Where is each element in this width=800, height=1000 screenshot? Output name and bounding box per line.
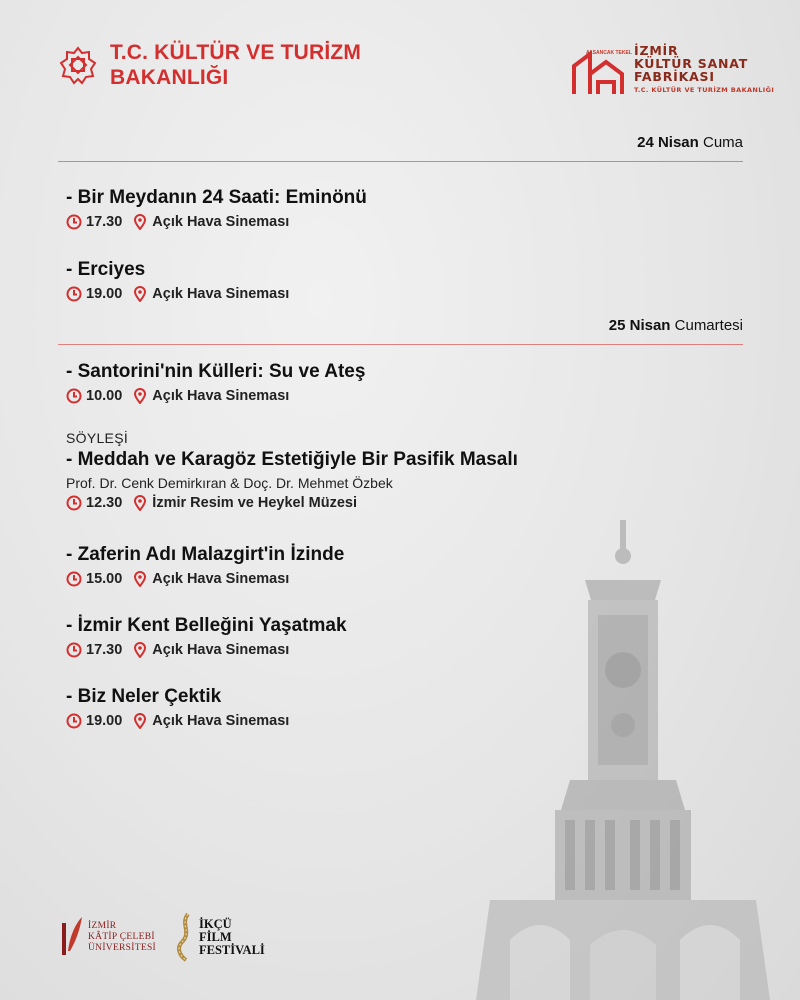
event-item	[66, 258, 289, 302]
event-place: Açık Hava Sineması	[152, 388, 290, 404]
event-time: 17.30	[86, 214, 123, 230]
day-heading: 24 Nisan Cuma	[637, 134, 743, 151]
event-title: - Bir Meydanın 24 Saati: Eminönü	[66, 187, 367, 208]
event-item	[66, 430, 518, 511]
university-logo: İZMİR KÂTİP ÇELEBİ ÜNİVERSİTESİ	[60, 915, 156, 959]
location-pin-icon	[132, 388, 148, 404]
event-time: 17.30	[86, 642, 123, 658]
event-kicker: SÖYLEŞİ	[66, 430, 129, 446]
event-title: - Erciyes	[66, 259, 146, 280]
event-speakers: Prof. Dr. Cenk Demirkıran & Doç. Dr. Mehmet Özbek	[66, 475, 393, 491]
location-pin-icon	[132, 713, 148, 729]
event-time: 19.00	[86, 713, 123, 729]
clock-icon	[66, 388, 82, 404]
location-pin-icon	[132, 214, 148, 230]
divider	[58, 344, 743, 345]
clock-icon	[66, 642, 82, 658]
clock-icon	[66, 214, 82, 230]
clock-icon	[66, 286, 82, 302]
event-place: Açık Hava Sineması	[152, 571, 290, 587]
event-title: - Zaferin Adı Malazgirt'in İzinde	[66, 544, 345, 565]
tekel-label: ALSANCAK TEKEL	[586, 50, 632, 56]
event-item	[66, 543, 344, 587]
day-heading: 25 Nisan Cumartesi	[608, 317, 743, 334]
location-pin-icon	[132, 495, 148, 511]
clock-icon	[66, 571, 82, 587]
event-place: Açık Hava Sineması	[152, 214, 290, 230]
event-time: 12.30	[86, 495, 123, 511]
event-item	[66, 186, 367, 230]
ministry-emblem-icon	[58, 45, 98, 85]
event-place: Açık Hava Sineması	[152, 642, 290, 658]
factory-logo: İZMİR KÜLTÜR SANAT FABRİKASI T.C. KÜLTÜR VE TURİZM BAKANLIĞI ALSANCAK TEKEL	[570, 44, 774, 96]
event-item	[66, 614, 347, 658]
event-time: 19.00	[86, 286, 123, 302]
event-title: - İzmir Kent Belleğini Yaşatmak	[66, 615, 347, 636]
divider	[58, 161, 743, 162]
location-pin-icon	[132, 286, 148, 302]
clock-icon	[66, 495, 82, 511]
event-place: İzmir Resim ve Heykel Müzesi	[152, 495, 358, 511]
event-time: 15.00	[86, 571, 123, 587]
event-item	[66, 360, 365, 404]
quill-icon	[60, 915, 84, 959]
ministry-header	[58, 40, 361, 90]
clock-icon	[66, 713, 82, 729]
footer-logos	[60, 912, 265, 962]
location-pin-icon	[132, 571, 148, 587]
event-place: Açık Hava Sineması	[152, 286, 290, 302]
festival-logo: İKÇÜ FİLM FESTİVALİ	[174, 912, 265, 962]
event-place: Açık Hava Sineması	[152, 713, 290, 729]
clock-tower-illustration	[470, 520, 800, 1000]
event-item	[66, 685, 289, 729]
event-title: - Biz Neler Çektik	[66, 686, 222, 707]
event-title: - Santorini'nin Külleri: Su ve Ateş	[66, 361, 366, 382]
filmstrip-swirl-icon	[174, 912, 196, 962]
event-title: - Meddah ve Karagöz Estetiğiyle Bir Pasifik Masalı	[66, 449, 518, 470]
event-time: 10.00	[86, 388, 123, 404]
ministry-title: T.C. KÜLTÜR VE TURİZM BAKANLIĞI	[110, 41, 362, 89]
location-pin-icon	[132, 642, 148, 658]
